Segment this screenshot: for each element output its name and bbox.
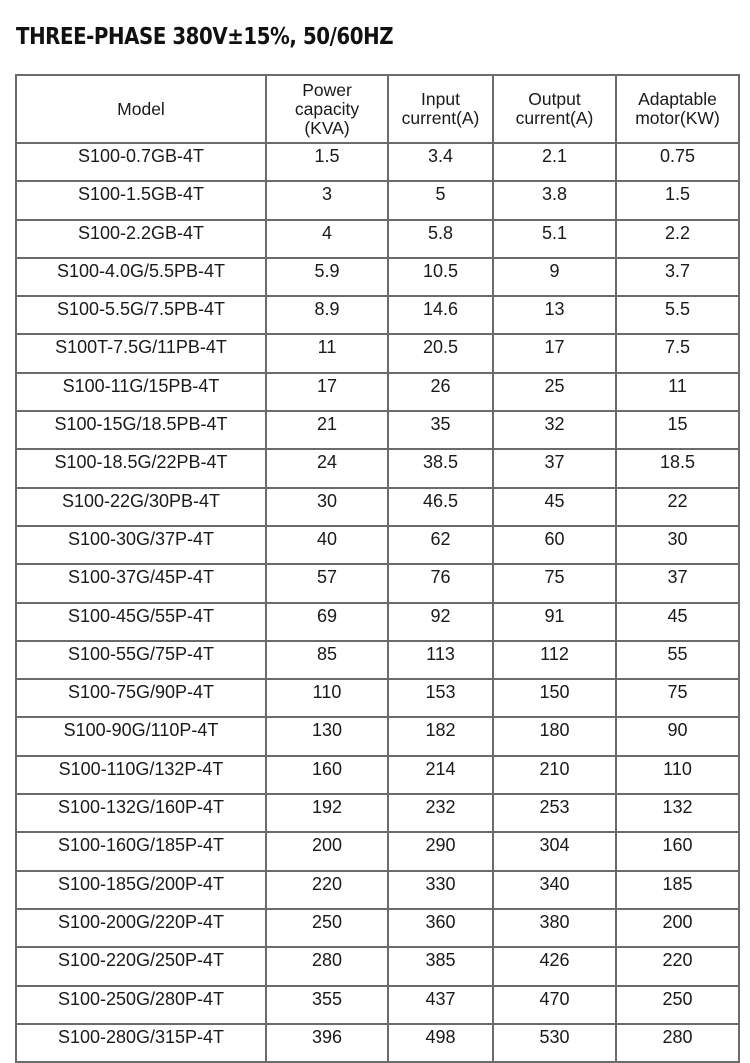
header-input-current: Input current(A) xyxy=(388,75,493,143)
input-current-cell: 182 xyxy=(388,717,493,755)
input-current-cell: 62 xyxy=(388,526,493,564)
output-current-cell: 91 xyxy=(493,603,616,641)
model-cell: S100-15G/18.5PB-4T xyxy=(16,411,266,449)
input-current-cell: 214 xyxy=(388,756,493,794)
model-cell: S100-18.5G/22PB-4T xyxy=(16,449,266,487)
power-capacity-cell: 3 xyxy=(266,181,388,219)
model-cell: S100-11G/15PB-4T xyxy=(16,373,266,411)
model-cell: S100-4.0G/5.5PB-4T xyxy=(16,258,266,296)
output-current-cell: 75 xyxy=(493,564,616,602)
output-current-cell: 180 xyxy=(493,717,616,755)
output-current-cell: 60 xyxy=(493,526,616,564)
output-current-cell: 530 xyxy=(493,1024,616,1062)
adaptable-motor-cell: 2.2 xyxy=(616,220,739,258)
table-row xyxy=(16,794,739,832)
model-cell: S100-0.7GB-4T xyxy=(16,143,266,181)
table-row xyxy=(16,1024,739,1062)
input-current-cell: 330 xyxy=(388,871,493,909)
header-adaptable-motor: Adaptable motor(KW) xyxy=(616,75,739,143)
table-row xyxy=(16,526,739,564)
model-cell: S100-75G/90P-4T xyxy=(16,679,266,717)
power-capacity-cell: 5.9 xyxy=(266,258,388,296)
table-row xyxy=(16,296,739,334)
table-row xyxy=(16,220,739,258)
power-capacity-cell: 69 xyxy=(266,603,388,641)
power-capacity-cell: 85 xyxy=(266,641,388,679)
power-capacity-cell: 8.9 xyxy=(266,296,388,334)
model-cell: S100-37G/45P-4T xyxy=(16,564,266,602)
model-cell: S100-90G/110P-4T xyxy=(16,717,266,755)
input-current-cell: 437 xyxy=(388,986,493,1024)
output-current-cell: 3.8 xyxy=(493,181,616,219)
table-row xyxy=(16,603,739,641)
adaptable-motor-cell: 185 xyxy=(616,871,739,909)
adaptable-motor-cell: 37 xyxy=(616,564,739,602)
input-current-cell: 232 xyxy=(388,794,493,832)
power-capacity-cell: 250 xyxy=(266,909,388,947)
input-current-cell: 153 xyxy=(388,679,493,717)
table-row xyxy=(16,679,739,717)
input-current-cell: 498 xyxy=(388,1024,493,1062)
table-row xyxy=(16,181,739,219)
power-capacity-cell: 160 xyxy=(266,756,388,794)
spec-table xyxy=(15,74,740,1063)
adaptable-motor-cell: 132 xyxy=(616,794,739,832)
output-current-cell: 25 xyxy=(493,373,616,411)
output-current-cell: 426 xyxy=(493,947,616,985)
model-cell: S100-45G/55P-4T xyxy=(16,603,266,641)
model-cell: S100-132G/160P-4T xyxy=(16,794,266,832)
header-model: Model xyxy=(16,75,266,143)
table-row xyxy=(16,871,739,909)
table-body xyxy=(16,143,739,1062)
table-row xyxy=(16,756,739,794)
model-cell: S100-30G/37P-4T xyxy=(16,526,266,564)
output-current-cell: 45 xyxy=(493,488,616,526)
power-capacity-cell: 396 xyxy=(266,1024,388,1062)
adaptable-motor-cell: 200 xyxy=(616,909,739,947)
input-current-cell: 46.5 xyxy=(388,488,493,526)
power-capacity-cell: 355 xyxy=(266,986,388,1024)
output-current-cell: 37 xyxy=(493,449,616,487)
output-current-cell: 17 xyxy=(493,334,616,372)
power-capacity-cell: 130 xyxy=(266,717,388,755)
adaptable-motor-cell: 160 xyxy=(616,832,739,870)
adaptable-motor-cell: 15 xyxy=(616,411,739,449)
input-current-cell: 26 xyxy=(388,373,493,411)
table-row xyxy=(16,373,739,411)
output-current-cell: 253 xyxy=(493,794,616,832)
power-capacity-cell: 40 xyxy=(266,526,388,564)
table-row xyxy=(16,258,739,296)
power-capacity-cell: 30 xyxy=(266,488,388,526)
input-current-cell: 35 xyxy=(388,411,493,449)
output-current-cell: 9 xyxy=(493,258,616,296)
table-row xyxy=(16,641,739,679)
output-current-cell: 150 xyxy=(493,679,616,717)
table-row xyxy=(16,986,739,1024)
input-current-cell: 14.6 xyxy=(388,296,493,334)
model-cell: S100T-7.5G/11PB-4T xyxy=(16,334,266,372)
table-row xyxy=(16,717,739,755)
adaptable-motor-cell: 7.5 xyxy=(616,334,739,372)
header-power-capacity: Power capacity (KVA) xyxy=(266,75,388,143)
table-row xyxy=(16,334,739,372)
table-row xyxy=(16,947,739,985)
model-cell: S100-22G/30PB-4T xyxy=(16,488,266,526)
adaptable-motor-cell: 220 xyxy=(616,947,739,985)
input-current-cell: 38.5 xyxy=(388,449,493,487)
output-current-cell: 2.1 xyxy=(493,143,616,181)
adaptable-motor-cell: 30 xyxy=(616,526,739,564)
model-cell: S100-55G/75P-4T xyxy=(16,641,266,679)
power-capacity-cell: 11 xyxy=(266,334,388,372)
table-header-row xyxy=(16,75,739,143)
adaptable-motor-cell: 0.75 xyxy=(616,143,739,181)
power-capacity-cell: 4 xyxy=(266,220,388,258)
input-current-cell: 290 xyxy=(388,832,493,870)
input-current-cell: 76 xyxy=(388,564,493,602)
power-capacity-cell: 1.5 xyxy=(266,143,388,181)
adaptable-motor-cell: 250 xyxy=(616,986,739,1024)
input-current-cell: 5 xyxy=(388,181,493,219)
model-cell: S100-280G/315P-4T xyxy=(16,1024,266,1062)
output-current-cell: 5.1 xyxy=(493,220,616,258)
model-cell: S100-5.5G/7.5PB-4T xyxy=(16,296,266,334)
model-cell: S100-1.5GB-4T xyxy=(16,181,266,219)
adaptable-motor-cell: 5.5 xyxy=(616,296,739,334)
power-capacity-cell: 24 xyxy=(266,449,388,487)
model-cell: S100-250G/280P-4T xyxy=(16,986,266,1024)
adaptable-motor-cell: 22 xyxy=(616,488,739,526)
input-current-cell: 360 xyxy=(388,909,493,947)
output-current-cell: 470 xyxy=(493,986,616,1024)
table-row xyxy=(16,488,739,526)
table-row xyxy=(16,411,739,449)
adaptable-motor-cell: 75 xyxy=(616,679,739,717)
page-title: THREE-PHASE 380V±15%, 50/60HZ xyxy=(16,24,394,50)
input-current-cell: 5.8 xyxy=(388,220,493,258)
adaptable-motor-cell: 1.5 xyxy=(616,181,739,219)
adaptable-motor-cell: 280 xyxy=(616,1024,739,1062)
model-cell: S100-220G/250P-4T xyxy=(16,947,266,985)
input-current-cell: 92 xyxy=(388,603,493,641)
input-current-cell: 10.5 xyxy=(388,258,493,296)
power-capacity-cell: 280 xyxy=(266,947,388,985)
power-capacity-cell: 192 xyxy=(266,794,388,832)
output-current-cell: 340 xyxy=(493,871,616,909)
power-capacity-cell: 200 xyxy=(266,832,388,870)
input-current-cell: 113 xyxy=(388,641,493,679)
adaptable-motor-cell: 11 xyxy=(616,373,739,411)
power-capacity-cell: 21 xyxy=(266,411,388,449)
output-current-cell: 112 xyxy=(493,641,616,679)
table-row xyxy=(16,909,739,947)
model-cell: S100-185G/200P-4T xyxy=(16,871,266,909)
adaptable-motor-cell: 55 xyxy=(616,641,739,679)
table-row xyxy=(16,143,739,181)
output-current-cell: 32 xyxy=(493,411,616,449)
table-row xyxy=(16,449,739,487)
output-current-cell: 304 xyxy=(493,832,616,870)
adaptable-motor-cell: 3.7 xyxy=(616,258,739,296)
adaptable-motor-cell: 90 xyxy=(616,717,739,755)
input-current-cell: 385 xyxy=(388,947,493,985)
table-row xyxy=(16,564,739,602)
input-current-cell: 20.5 xyxy=(388,334,493,372)
adaptable-motor-cell: 110 xyxy=(616,756,739,794)
input-current-cell: 3.4 xyxy=(388,143,493,181)
power-capacity-cell: 17 xyxy=(266,373,388,411)
power-capacity-cell: 110 xyxy=(266,679,388,717)
power-capacity-cell: 220 xyxy=(266,871,388,909)
model-cell: S100-110G/132P-4T xyxy=(16,756,266,794)
adaptable-motor-cell: 45 xyxy=(616,603,739,641)
table-row xyxy=(16,832,739,870)
model-cell: S100-160G/185P-4T xyxy=(16,832,266,870)
adaptable-motor-cell: 18.5 xyxy=(616,449,739,487)
header-output-current: Output current(A) xyxy=(493,75,616,143)
model-cell: S100-2.2GB-4T xyxy=(16,220,266,258)
output-current-cell: 210 xyxy=(493,756,616,794)
output-current-cell: 380 xyxy=(493,909,616,947)
model-cell: S100-200G/220P-4T xyxy=(16,909,266,947)
output-current-cell: 13 xyxy=(493,296,616,334)
power-capacity-cell: 57 xyxy=(266,564,388,602)
